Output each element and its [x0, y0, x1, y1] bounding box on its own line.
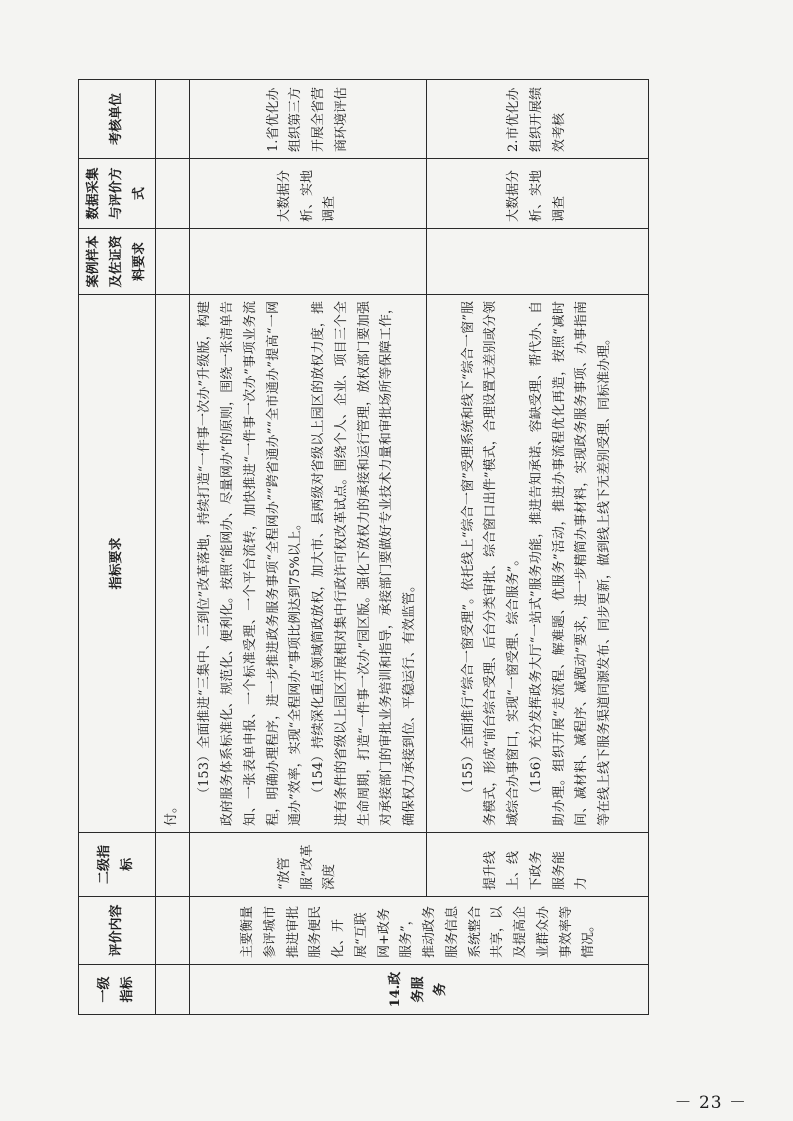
header-content: 评价内容 — [79, 897, 156, 965]
sub2-method: 大数据分析、实地调查 — [426, 159, 648, 229]
header-level2: 二级指标 — [79, 833, 156, 897]
table-row — [426, 80, 648, 1015]
sub2-requirements — [426, 295, 648, 833]
evaluation-table — [78, 79, 649, 1015]
sub1-cases — [190, 229, 427, 295]
continuation-text: 付。 — [156, 295, 190, 833]
sub1-requirements — [190, 295, 427, 833]
page-number: － 23 － — [674, 1093, 747, 1113]
req-paragraph-155: （155）全面推行“综合一窗受理”。依托线上“综合一窗”受理系统和线下“综合一窗”服务模式，形成“前台综合受理、后台分类审批、综合窗口出件”模式，合理设置无差别或分领域综合办事窗口，实现“一窗受理、综合服务”。 — [460, 301, 522, 826]
sub1-method: 大数据分析、实地调查 — [190, 159, 427, 229]
sub2-unit: 2.市优化办组织开展绩效考核 — [426, 80, 648, 159]
req-paragraph-156: （156）充分发挥政务大厅“一站式”服务功能，推进告知承诺、容缺受理、帮代办、自助办理。组织开展“走流程、解难题、优服务”活动，推进办事流程优化再造，按照“减时间、减材料、减程序、减跑动”要求，进一步精简办事材料，实现政务服务事项、办事指南等在线上线下服务渠道同源发布、同步更新，做到线上线下无差别受理、同标准办理。 — [528, 301, 613, 826]
continuation-row — [156, 80, 190, 1015]
header-unit: 考核单位 — [79, 80, 156, 159]
header-requirements: 指标要求 — [79, 295, 156, 833]
sub1-unit: 1.省优化办组织第三方开展全省营商环境评估 — [190, 80, 427, 159]
sub2-name: 提升线上、线下政务服务能力 — [426, 833, 648, 897]
sub2-cases — [426, 229, 648, 295]
content-cell: 主要衡量参评城市推进审批服务便民化、开展“互联网+政务服务”，推动政务服务信息系统整合共享，以及提高企业群众办事效率等情况。 — [190, 897, 649, 965]
req-paragraph-153: （153）全面推进“三集中、三到位”改革落地，持续打造“一件事一次办”升级版，构建政府服务体系标准化、规范化、便利化。按照“能网办、尽量网办”的原则，围绕一张清单告知、一张表单申报、一个标准受理、一个平台流转，加快推进“一件事一次办”事项业务流程，明确办理程序，进一步推进政务服务事项“全程网办”“跨省通办”“全市通办”提高“一网通办”效率，实现“全程网办”事项比例达到75%以上。 — [197, 301, 304, 826]
rotated-page — [78, 80, 618, 1015]
header-cases: 案例样本及佐证资料要求 — [79, 229, 156, 295]
header-collection: 数据采集与评价方式 — [79, 159, 156, 229]
header-level1: 一级指标 — [79, 965, 156, 1015]
req-paragraph-154: （154）持续深化重点领域简政放权，加大市、县两级对省级以上园区的放权力度，推进有条件的省级以上园区开展相对集中行政许可权改革试点。围绕个人、企业、项目三个全生命周期，打造“一件事一次办”园区版。强化下放权力的承接和运行管理，放权部门要加强对承接部门的审批业务培训和指导，承接部门要做好专业技术力量和审批场所等保障工作，确保权力承接到位、平稳运行、有效监管。 — [311, 301, 417, 826]
indicator-cell: 14.政务服务 — [190, 965, 649, 1015]
sub1-name: “放管服”改革深度 — [190, 833, 427, 897]
table-row — [190, 80, 427, 1015]
header-row — [79, 80, 156, 1015]
